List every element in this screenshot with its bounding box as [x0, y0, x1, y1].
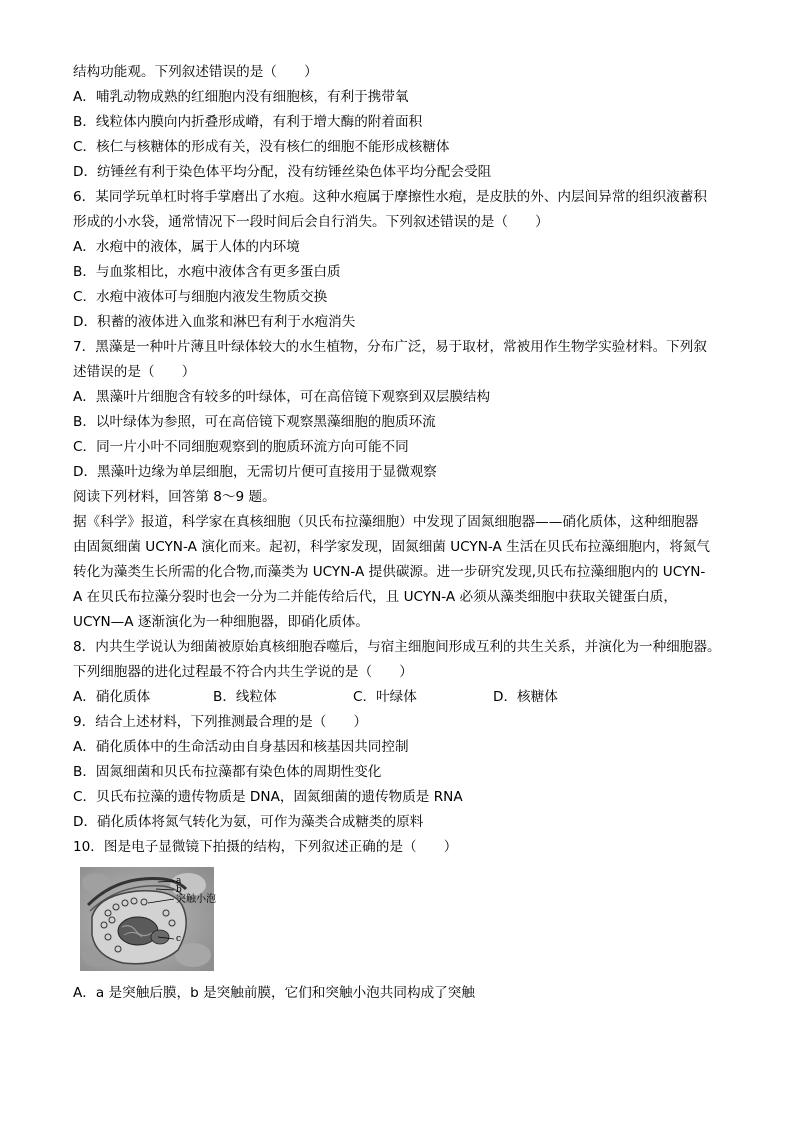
q7-stem-line-2: 述错误的是（ ）: [73, 364, 196, 380]
material-line-1: 据《科学》报道，科学家在真核细胞（贝氏布拉藻细胞）中发现了固氮细胞器——硝化质体，这种细胞器: [73, 514, 699, 530]
q8-option-a: A．硝化质体: [73, 689, 151, 705]
material-line-2: 由固氮细菌 UCYN-A 演化而来。起初，科学家发现，固氮细菌 UCYN-A 生活在贝氏布拉藻细胞内，将氮气: [73, 539, 711, 555]
q10-option-a: A．a 是突触后膜，b 是突触前膜，它们和突触小泡共同构成了突触: [73, 985, 475, 1001]
figure-label-b: b: [176, 885, 182, 895]
q6-option-a: A．水疱中的液体，属于人体的内环境: [73, 239, 300, 255]
material-line-4: A 在贝氏布拉藻分裂时也会一分为二并能传给后代，且 UCYN-A 必须从藻类细胞中获取关键蛋白质，: [73, 589, 677, 605]
q10-stem: 10．图是电子显微镜下拍摄的结构，下列叙述正确的是（ ）: [73, 839, 458, 855]
q8-option-d: D．核糖体: [493, 689, 558, 705]
figure-label-a: a: [176, 876, 182, 886]
q6-option-d: D．积蓄的液体进入血浆和淋巴有利于水疱消失: [73, 314, 356, 330]
q6-option-b: B．与血浆相比，水疱中液体含有更多蛋白质: [73, 264, 341, 280]
material-line-5: UCYN—A 逐渐演化为一种细胞器，即硝化质体。: [73, 614, 369, 630]
q6-stem-line-2: 形成的小水袋，通常情况下一段时间后会自行消失。下列叙述错误的是（ ）: [73, 214, 549, 230]
q8-stem-line-1: 8．内共生学说认为细菌被原始真核细胞吞噬后，与宿主细胞间形成互利的共生关系，并演化为一种细胞器。: [73, 639, 721, 655]
material-intro: 阅读下列材料，回答第 8～9 题。: [73, 489, 276, 505]
figure-caption-vesicle: 突触小泡: [176, 894, 216, 905]
q9-option-b: B．固氮细菌和贝氏布拉藻都有染色体的周期性变化: [73, 764, 382, 780]
q6-option-c: C．水疱中液体可与细胞内液发生物质交换: [73, 289, 328, 305]
q5-option-d: D．纺锤丝有利于染色体平均分配，没有纺锤丝染色体平均分配会受阻: [73, 164, 492, 180]
synapse-micrograph-image: [78, 865, 218, 973]
q9-option-a: A．硝化质体中的生命活动由自身基因和核基因共同控制: [73, 739, 409, 755]
page-content: [73, 60, 733, 1006]
material-line-3: 转化为藻类生长所需的化合物,而藻类为 UCYN-A 提供碳源。进一步研究发现,贝氏布拉藻细胞内的 UCYN-: [73, 564, 706, 580]
figure-label-c: c: [176, 934, 182, 944]
q9-stem: 9．结合上述材料，下列推测最合理的是（ ）: [73, 714, 368, 730]
q5-stem-tail: 结构功能观。下列叙述错误的是（ ）: [73, 64, 318, 80]
q8-options-row: [73, 685, 733, 710]
q9-option-d: D．硝化质体将氮气转化为氨，可作为藻类合成糖类的原料: [73, 814, 424, 830]
q8-stem-line-2: 下列细胞器的进化过程最不符合内共生学说的是（ ）: [73, 664, 413, 680]
q7-stem-line-1: 7．黑藻是一种叶片薄且叶绿体较大的水生植物，分布广泛，易于取材，常被用作生物学实验材料。下列叙: [73, 339, 707, 355]
q7-option-d: D．黑藻叶边缘为单层细胞，无需切片便可直接用于显微观察: [73, 464, 437, 480]
q5-option-b: B．线粒体内膜向内折叠形成嵴，有利于增大酶的附着面积: [73, 114, 423, 130]
q7-option-a: A．黑藻叶片细胞含有较多的叶绿体，可在高倍镜下观察到双层膜结构: [73, 389, 491, 405]
q7-option-b: B．以叶绿体为参照，可在高倍镜下观察黑藻细胞的胞质环流: [73, 414, 436, 430]
q9-option-c: C．贝氏布拉藻的遗传物质是 DNA，固氮细菌的遗传物质是 RNA: [73, 789, 463, 805]
q5-option-c: C．核仁与核糖体的形成有关，没有核仁的细胞不能形成核糖体: [73, 139, 450, 155]
q8-option-c: C．叶绿体: [353, 689, 417, 705]
q8-option-b: B．线粒体: [213, 689, 277, 705]
synapse-micrograph: [78, 865, 218, 973]
q5-option-a: A．哺乳动物成熟的红细胞内没有细胞核，有利于携带氧: [73, 89, 409, 105]
q6-stem-line-1: 6．某同学玩单杠时将手掌磨出了水疱。这种水疱属于摩擦性水疱，是皮肤的外、内层间异常的组织液蓄积: [73, 189, 707, 205]
q7-option-c: C．同一片小叶不同细胞观察到的胞质环流方向可能不同: [73, 439, 409, 455]
